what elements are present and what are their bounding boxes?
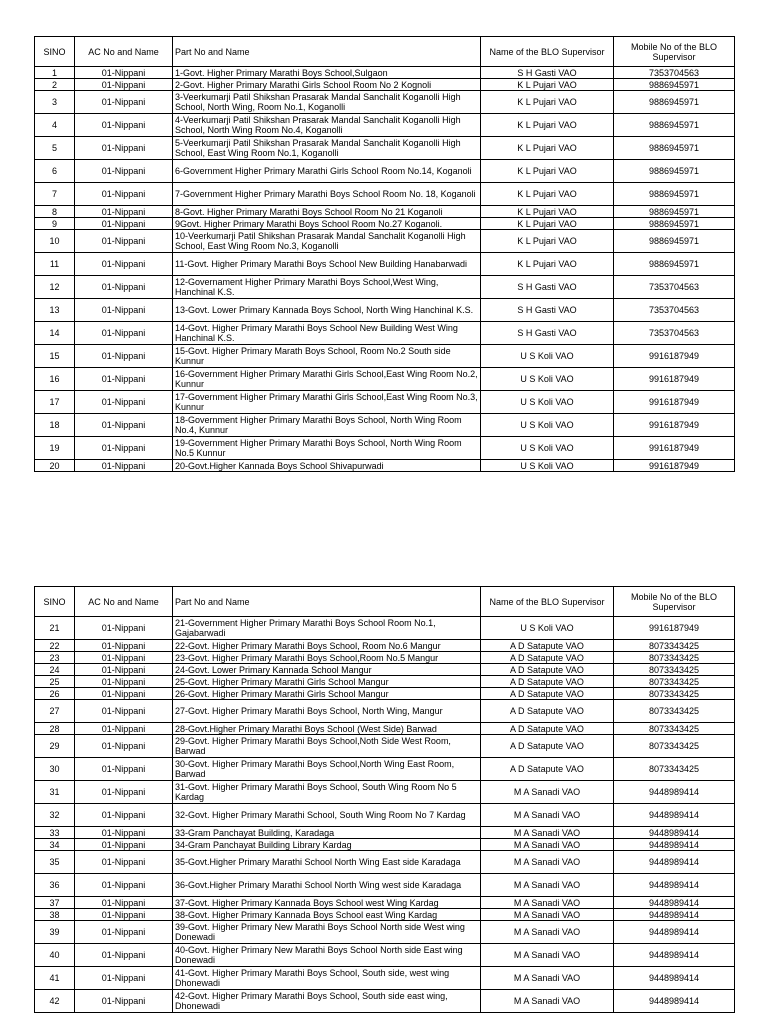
cell-supervisor: A D Satapute VAO: [481, 688, 614, 700]
cell-ac-name: 01-Nippani: [75, 688, 173, 700]
header-ac: AC No and Name: [75, 37, 173, 67]
cell-part-name: 36-Govt.Higher Primary Marathi School North Wing west side Karadaga: [173, 874, 481, 897]
cell-part-name: 32-Govt. Higher Primary Marathi School, South Wing Room No 7 Kardag: [173, 804, 481, 827]
header-mobile: Mobile No of the BLO Supervisor: [614, 587, 735, 617]
cell-sino: 5: [35, 137, 75, 160]
table-row: [35, 218, 735, 230]
cell-supervisor: M A Sanadi VAO: [481, 967, 614, 990]
cell-supervisor: M A Sanadi VAO: [481, 874, 614, 897]
cell-sino: 20: [35, 460, 75, 472]
cell-mobile: 8073343425: [614, 700, 735, 723]
cell-ac-name: 01-Nippani: [75, 230, 173, 253]
cell-part-name: 20-Govt.Higher Kannada Boys School Shivapurwadi: [173, 460, 481, 472]
cell-ac-name: 01-Nippani: [75, 839, 173, 851]
cell-sino: 36: [35, 874, 75, 897]
cell-mobile: 9448989414: [614, 781, 735, 804]
cell-mobile: 9886945971: [614, 230, 735, 253]
cell-part-name: 18-Government Higher Primary Marathi Boys School, North Wing Room No.4, Kunnur: [173, 414, 481, 437]
cell-supervisor: U S Koli VAO: [481, 345, 614, 368]
table-row: [35, 664, 735, 676]
cell-mobile: 8073343425: [614, 652, 735, 664]
cell-ac-name: 01-Nippani: [75, 967, 173, 990]
cell-sino: 10: [35, 230, 75, 253]
cell-supervisor: M A Sanadi VAO: [481, 990, 614, 1013]
cell-part-name: 7-Government Higher Primary Marathi Boys School Room No. 18, Koganoli: [173, 183, 481, 206]
cell-supervisor: S H Gasti VAO: [481, 276, 614, 299]
cell-ac-name: 01-Nippani: [75, 617, 173, 640]
cell-sino: 1: [35, 67, 75, 79]
cell-ac-name: 01-Nippani: [75, 253, 173, 276]
cell-mobile: 8073343425: [614, 664, 735, 676]
cell-sino: 15: [35, 345, 75, 368]
cell-mobile: 8073343425: [614, 723, 735, 735]
cell-part-name: 10-Veerkumarji Patil Shikshan Prasarak Mandal Sanchalit Koganolli High School, East Wing Room No.3, Koganolli: [173, 230, 481, 253]
cell-ac-name: 01-Nippani: [75, 276, 173, 299]
table-row: [35, 723, 735, 735]
cell-mobile: 9886945971: [614, 183, 735, 206]
table-row: [35, 990, 735, 1013]
table-row: [35, 368, 735, 391]
cell-part-name: 4-Veerkumarji Patil Shikshan Prasarak Mandal Sanchalit Koganolli High School, North Wing Room No.4, Koganolli: [173, 114, 481, 137]
cell-supervisor: A D Satapute VAO: [481, 723, 614, 735]
cell-mobile: 9916187949: [614, 617, 735, 640]
cell-part-name: 11-Govt. Higher Primary Marathi Boys School New Building Hanabarwadi: [173, 253, 481, 276]
cell-part-name: 26-Govt. Higher Primary Marathi Girls School Mangur: [173, 688, 481, 700]
table-body-2: [35, 617, 735, 1013]
cell-ac-name: 01-Nippani: [75, 206, 173, 218]
table-row: [35, 183, 735, 206]
cell-ac-name: 01-Nippani: [75, 437, 173, 460]
cell-mobile: 9886945971: [614, 91, 735, 114]
cell-mobile: 9916187949: [614, 391, 735, 414]
table-row: [35, 652, 735, 664]
cell-sino: 39: [35, 921, 75, 944]
cell-part-name: 21-Government Higher Primary Marathi Boys School Room No.1, Gajabarwadi: [173, 617, 481, 640]
table-row: [35, 967, 735, 990]
cell-mobile: 9886945971: [614, 206, 735, 218]
table-body-1: [35, 67, 735, 472]
cell-sino: 25: [35, 676, 75, 688]
cell-sino: 13: [35, 299, 75, 322]
cell-supervisor: K L Pujari VAO: [481, 230, 614, 253]
cell-mobile: 9448989414: [614, 967, 735, 990]
cell-sino: 41: [35, 967, 75, 990]
cell-supervisor: K L Pujari VAO: [481, 91, 614, 114]
cell-mobile: 9916187949: [614, 414, 735, 437]
table-row: [35, 206, 735, 218]
table-row: [35, 137, 735, 160]
cell-supervisor: A D Satapute VAO: [481, 735, 614, 758]
table-row: [35, 299, 735, 322]
table-row: [35, 804, 735, 827]
table-row: [35, 839, 735, 851]
cell-supervisor: K L Pujari VAO: [481, 79, 614, 91]
table-row: [35, 688, 735, 700]
cell-sino: 7: [35, 183, 75, 206]
table-row: [35, 700, 735, 723]
cell-part-name: 16-Government Higher Primary Marathi Girls School,East Wing Room No.2, Kunnur: [173, 368, 481, 391]
cell-mobile: 9448989414: [614, 944, 735, 967]
table-row: [35, 827, 735, 839]
cell-supervisor: A D Satapute VAO: [481, 652, 614, 664]
cell-mobile: 9916187949: [614, 368, 735, 391]
table-header-row: [35, 37, 735, 67]
cell-part-name: 29-Govt. Higher Primary Marathi Boys School,Noth Side West Room, Barwad: [173, 735, 481, 758]
cell-part-name: 5-Veerkumarji Patil Shikshan Prasarak Mandal Sanchalit Koganolli High School, East Wing Room No.1, Koganolli: [173, 137, 481, 160]
cell-mobile: 7353704563: [614, 276, 735, 299]
cell-ac-name: 01-Nippani: [75, 921, 173, 944]
cell-ac-name: 01-Nippani: [75, 322, 173, 345]
cell-sino: 30: [35, 758, 75, 781]
header-part: Part No and Name: [173, 587, 481, 617]
cell-ac-name: 01-Nippani: [75, 391, 173, 414]
cell-mobile: 8073343425: [614, 758, 735, 781]
cell-sino: 16: [35, 368, 75, 391]
cell-sino: 40: [35, 944, 75, 967]
cell-part-name: 38-Govt. Higher Primary Kannada Boys School east Wing Kardag: [173, 909, 481, 921]
cell-ac-name: 01-Nippani: [75, 664, 173, 676]
cell-supervisor: A D Satapute VAO: [481, 640, 614, 652]
cell-mobile: 8073343425: [614, 640, 735, 652]
cell-part-name: 13-Govt. Lower Primary Kannada Boys School, North Wing Hanchinal K.S.: [173, 299, 481, 322]
cell-supervisor: K L Pujari VAO: [481, 218, 614, 230]
cell-sino: 35: [35, 851, 75, 874]
cell-sino: 38: [35, 909, 75, 921]
cell-part-name: 3-Veerkumarji Patil Shikshan Prasarak Mandal Sanchalit Koganolli High School, North Wing, Room No.1, Koganolli: [173, 91, 481, 114]
cell-supervisor: U S Koli VAO: [481, 414, 614, 437]
table-row: [35, 758, 735, 781]
cell-sino: 6: [35, 160, 75, 183]
cell-sino: 29: [35, 735, 75, 758]
cell-supervisor: K L Pujari VAO: [481, 160, 614, 183]
cell-sino: 42: [35, 990, 75, 1013]
cell-ac-name: 01-Nippani: [75, 299, 173, 322]
cell-sino: 24: [35, 664, 75, 676]
cell-ac-name: 01-Nippani: [75, 723, 173, 735]
cell-ac-name: 01-Nippani: [75, 676, 173, 688]
cell-part-name: 28-Govt.Higher Primary Marathi Boys School (West Side) Barwad: [173, 723, 481, 735]
cell-ac-name: 01-Nippani: [75, 897, 173, 909]
table-row: [35, 851, 735, 874]
table-row: [35, 79, 735, 91]
cell-part-name: 37-Govt. Higher Primary Kannada Boys School west Wing Kardag: [173, 897, 481, 909]
cell-supervisor: U S Koli VAO: [481, 617, 614, 640]
cell-sino: 9: [35, 218, 75, 230]
cell-supervisor: M A Sanadi VAO: [481, 851, 614, 874]
cell-ac-name: 01-Nippani: [75, 700, 173, 723]
table-row: [35, 67, 735, 79]
cell-sino: 17: [35, 391, 75, 414]
header-sino: SINO: [35, 587, 75, 617]
table-row: [35, 322, 735, 345]
cell-sino: 4: [35, 114, 75, 137]
cell-part-name: 40-Govt. Higher Primary New Marathi Boys School North side East wing Donewadi: [173, 944, 481, 967]
cell-sino: 31: [35, 781, 75, 804]
cell-supervisor: K L Pujari VAO: [481, 137, 614, 160]
cell-supervisor: U S Koli VAO: [481, 437, 614, 460]
cell-part-name: 41-Govt. Higher Primary Marathi Boys School, South side, west wing Dhonewadi: [173, 967, 481, 990]
cell-sino: 32: [35, 804, 75, 827]
cell-ac-name: 01-Nippani: [75, 851, 173, 874]
cell-part-name: 23-Govt. Higher Primary Marathi Boys School,Room No.5 Mangur: [173, 652, 481, 664]
cell-supervisor: K L Pujari VAO: [481, 114, 614, 137]
cell-part-name: 34-Gram Panchayat Building Library Kardag: [173, 839, 481, 851]
cell-sino: 27: [35, 700, 75, 723]
header-supervisor: Name of the BLO Supervisor: [481, 37, 614, 67]
cell-part-name: 39-Govt. Higher Primary New Marathi Boys School North side West wing Donewadi: [173, 921, 481, 944]
cell-ac-name: 01-Nippani: [75, 91, 173, 114]
cell-ac-name: 01-Nippani: [75, 640, 173, 652]
cell-mobile: 9448989414: [614, 839, 735, 851]
cell-supervisor: U S Koli VAO: [481, 460, 614, 472]
cell-sino: 26: [35, 688, 75, 700]
cell-mobile: 8073343425: [614, 735, 735, 758]
cell-part-name: 6-Government Higher Primary Marathi Girls School Room No.14, Koganoli: [173, 160, 481, 183]
cell-ac-name: 01-Nippani: [75, 827, 173, 839]
cell-ac-name: 01-Nippani: [75, 944, 173, 967]
cell-sino: 37: [35, 897, 75, 909]
cell-part-name: 1-Govt. Higher Primary Marathi Boys School,Sulgaon: [173, 67, 481, 79]
cell-mobile: 9448989414: [614, 827, 735, 839]
cell-part-name: 35-Govt.Higher Primary Marathi School North Wing East side Karadaga: [173, 851, 481, 874]
cell-ac-name: 01-Nippani: [75, 990, 173, 1013]
cell-supervisor: M A Sanadi VAO: [481, 909, 614, 921]
header-ac: AC No and Name: [75, 587, 173, 617]
cell-ac-name: 01-Nippani: [75, 345, 173, 368]
table-row: [35, 617, 735, 640]
cell-ac-name: 01-Nippani: [75, 804, 173, 827]
cell-sino: 23: [35, 652, 75, 664]
cell-supervisor: M A Sanadi VAO: [481, 827, 614, 839]
table-row: [35, 253, 735, 276]
cell-supervisor: M A Sanadi VAO: [481, 839, 614, 851]
cell-supervisor: S H Gasti VAO: [481, 67, 614, 79]
table-row: [35, 276, 735, 299]
cell-sino: 22: [35, 640, 75, 652]
cell-part-name: 2-Govt. Higher Primary Marathi Girls School Room No 2 Kognoli: [173, 79, 481, 91]
table-row: [35, 460, 735, 472]
cell-supervisor: K L Pujari VAO: [481, 206, 614, 218]
table-row: [35, 735, 735, 758]
cell-supervisor: A D Satapute VAO: [481, 664, 614, 676]
cell-ac-name: 01-Nippani: [75, 183, 173, 206]
cell-part-name: 22-Govt. Higher Primary Marathi Boys School, Room No.6 Mangur: [173, 640, 481, 652]
cell-supervisor: A D Satapute VAO: [481, 700, 614, 723]
cell-ac-name: 01-Nippani: [75, 460, 173, 472]
blo-table-2: [34, 586, 735, 1013]
table-row: [35, 897, 735, 909]
cell-supervisor: A D Satapute VAO: [481, 676, 614, 688]
cell-part-name: 27-Govt. Higher Primary Marathi Boys School, North Wing, Mangur: [173, 700, 481, 723]
cell-part-name: 19-Government Higher Primary Marathi Boys School, North Wing Room No.5 Kunnur: [173, 437, 481, 460]
cell-mobile: 7353704563: [614, 322, 735, 345]
table-row: [35, 230, 735, 253]
table-header-row: [35, 587, 735, 617]
cell-part-name: 25-Govt. Higher Primary Marathi Girls School Mangur: [173, 676, 481, 688]
cell-supervisor: S H Gasti VAO: [481, 299, 614, 322]
cell-mobile: 9886945971: [614, 160, 735, 183]
cell-supervisor: M A Sanadi VAO: [481, 897, 614, 909]
cell-mobile: 9916187949: [614, 437, 735, 460]
cell-supervisor: M A Sanadi VAO: [481, 781, 614, 804]
cell-ac-name: 01-Nippani: [75, 218, 173, 230]
table-row: [35, 437, 735, 460]
cell-mobile: 8073343425: [614, 688, 735, 700]
table-row: [35, 909, 735, 921]
cell-supervisor: M A Sanadi VAO: [481, 921, 614, 944]
cell-sino: 33: [35, 827, 75, 839]
cell-supervisor: M A Sanadi VAO: [481, 944, 614, 967]
cell-mobile: 9886945971: [614, 218, 735, 230]
header-supervisor: Name of the BLO Supervisor: [481, 587, 614, 617]
cell-part-name: 8-Govt. Higher Primary Marathi Boys School Room No 21 Koganoli: [173, 206, 481, 218]
cell-ac-name: 01-Nippani: [75, 160, 173, 183]
cell-mobile: 9448989414: [614, 921, 735, 944]
cell-mobile: 9886945971: [614, 79, 735, 91]
blo-table-1: [34, 36, 735, 472]
table-row: [35, 114, 735, 137]
cell-part-name: 15-Govt. Higher Primary Marath Boys School, Room No.2 South side Kunnur: [173, 345, 481, 368]
cell-part-name: 12-Governament Higher Primary Marathi Boys School,West Wing, Hanchinal K.S.: [173, 276, 481, 299]
cell-mobile: 7353704563: [614, 299, 735, 322]
table-row: [35, 391, 735, 414]
cell-sino: 3: [35, 91, 75, 114]
cell-supervisor: S H Gasti VAO: [481, 322, 614, 345]
cell-ac-name: 01-Nippani: [75, 368, 173, 391]
cell-sino: 12: [35, 276, 75, 299]
cell-sino: 14: [35, 322, 75, 345]
header-mobile: Mobile No of the BLO Supervisor: [614, 37, 735, 67]
cell-mobile: 9448989414: [614, 851, 735, 874]
cell-sino: 28: [35, 723, 75, 735]
cell-supervisor: A D Satapute VAO: [481, 758, 614, 781]
cell-mobile: 9448989414: [614, 909, 735, 921]
cell-supervisor: K L Pujari VAO: [481, 253, 614, 276]
cell-mobile: 9886945971: [614, 137, 735, 160]
table-row: [35, 91, 735, 114]
cell-ac-name: 01-Nippani: [75, 137, 173, 160]
cell-ac-name: 01-Nippani: [75, 758, 173, 781]
cell-part-name: 24-Govt. Lower Primary Kannada School Mangur: [173, 664, 481, 676]
cell-sino: 2: [35, 79, 75, 91]
table-row: [35, 676, 735, 688]
table-row: [35, 781, 735, 804]
cell-mobile: 9448989414: [614, 990, 735, 1013]
table-row: [35, 414, 735, 437]
cell-ac-name: 01-Nippani: [75, 67, 173, 79]
cell-sino: 19: [35, 437, 75, 460]
cell-ac-name: 01-Nippani: [75, 414, 173, 437]
cell-part-name: 31-Govt. Higher Primary Marathi Boys School, South Wing Room No 5 Kardag: [173, 781, 481, 804]
cell-mobile: 9886945971: [614, 114, 735, 137]
cell-ac-name: 01-Nippani: [75, 79, 173, 91]
cell-mobile: 9448989414: [614, 874, 735, 897]
table-row: [35, 345, 735, 368]
cell-mobile: 9448989414: [614, 897, 735, 909]
cell-part-name: 9Govt. Higher Primary Marathi Boys School Room No.27 Koganoli.: [173, 218, 481, 230]
cell-mobile: 9886945971: [614, 253, 735, 276]
cell-sino: 11: [35, 253, 75, 276]
table-row: [35, 921, 735, 944]
cell-mobile: 7353704563: [614, 67, 735, 79]
table-row: [35, 944, 735, 967]
cell-sino: 34: [35, 839, 75, 851]
cell-sino: 21: [35, 617, 75, 640]
cell-mobile: 9916187949: [614, 345, 735, 368]
cell-part-name: 30-Govt. Higher Primary Marathi Boys School,North Wing East Room, Barwad: [173, 758, 481, 781]
table-row: [35, 874, 735, 897]
header-sino: SINO: [35, 37, 75, 67]
cell-supervisor: U S Koli VAO: [481, 368, 614, 391]
cell-ac-name: 01-Nippani: [75, 909, 173, 921]
table-row: [35, 640, 735, 652]
cell-mobile: 9916187949: [614, 460, 735, 472]
cell-sino: 18: [35, 414, 75, 437]
cell-ac-name: 01-Nippani: [75, 781, 173, 804]
cell-ac-name: 01-Nippani: [75, 114, 173, 137]
cell-part-name: 42-Govt. Higher Primary Marathi Boys School, South side east wing, Dhonewadi: [173, 990, 481, 1013]
cell-supervisor: U S Koli VAO: [481, 391, 614, 414]
cell-part-name: 14-Govt. Higher Primary Marathi Boys School New Building West Wing Hanchinal K.S.: [173, 322, 481, 345]
cell-ac-name: 01-Nippani: [75, 874, 173, 897]
cell-part-name: 33-Gram Panchayat Building, Karadaga: [173, 827, 481, 839]
table-row: [35, 160, 735, 183]
cell-supervisor: K L Pujari VAO: [481, 183, 614, 206]
cell-supervisor: M A Sanadi VAO: [481, 804, 614, 827]
cell-part-name: 17-Government Higher Primary Marathi Girls School,East Wing Room No.3, Kunnur: [173, 391, 481, 414]
header-part: Part No and Name: [173, 37, 481, 67]
cell-ac-name: 01-Nippani: [75, 652, 173, 664]
cell-sino: 8: [35, 206, 75, 218]
cell-mobile: 8073343425: [614, 676, 735, 688]
cell-ac-name: 01-Nippani: [75, 735, 173, 758]
cell-mobile: 9448989414: [614, 804, 735, 827]
